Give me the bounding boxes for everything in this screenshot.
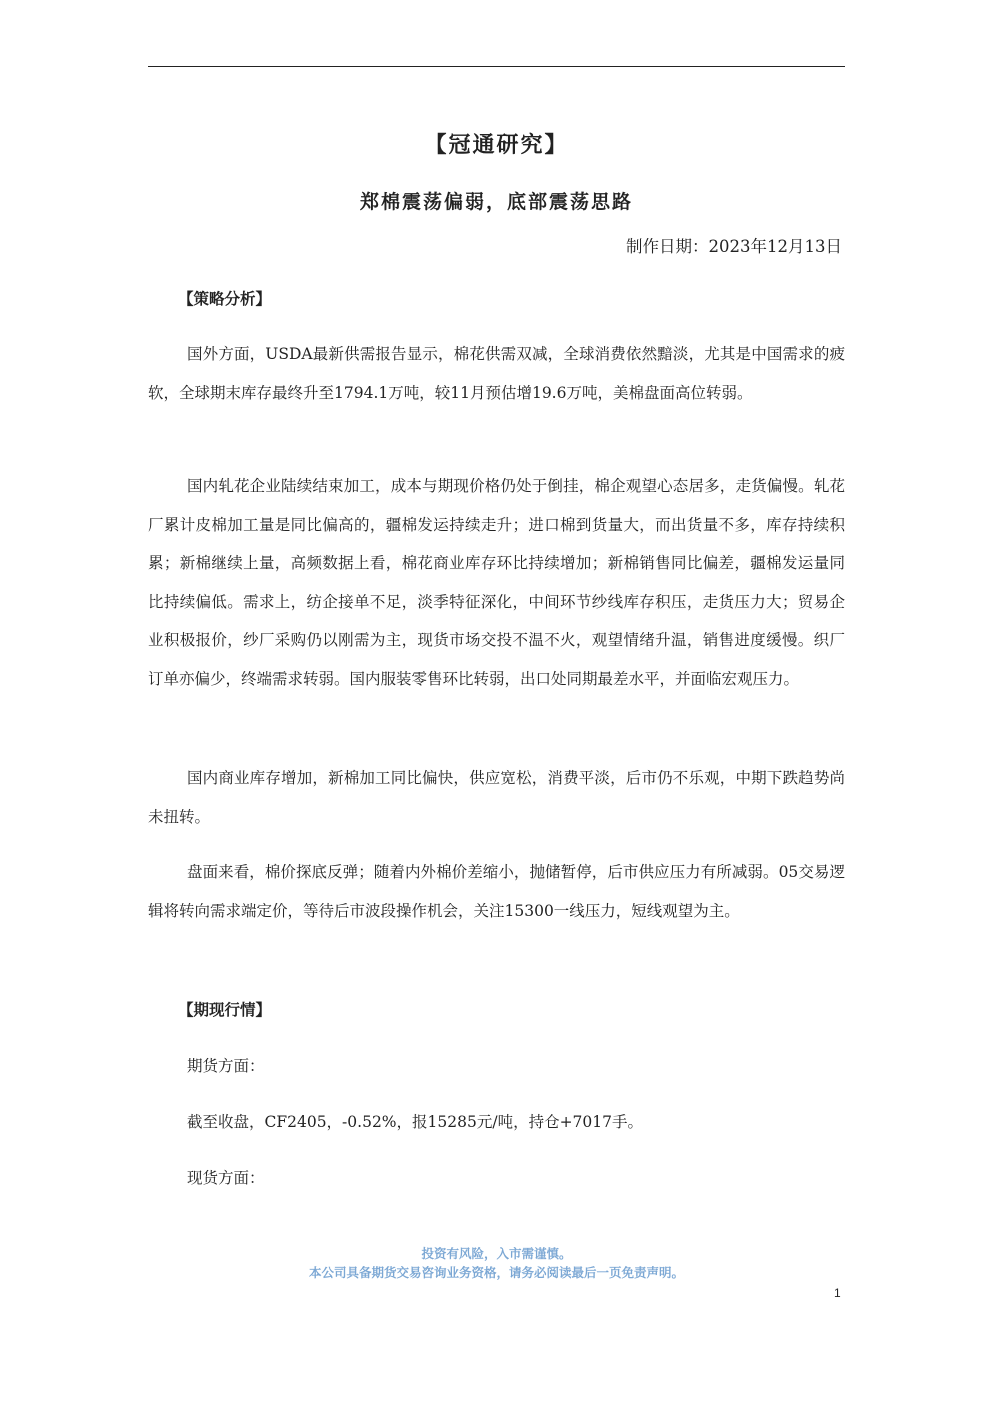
report-title: 【冠通研究】 (424, 132, 569, 158)
strategy-paragraph-1: 国外方面，USDA最新供需报告显示，棉花供需双减，全球消费依然黯淡，尤其是中国需求的疲软，全球期末库存最终升至1794.1万吨，较11月预估增19.6万吨，美棉盘面高位转弱。 (148, 345, 845, 402)
report-subtitle: 郑棉震荡偏弱，底部震荡思路 (359, 191, 633, 213)
strategy-paragraph-2: 国内轧花企业陆续结束加工，成本与期现价格仍处于倒挂，棉企观望心态居多，走货偏慢。轧花厂累计皮棉加工量是同比偏高的，疆棉发运持续走升；进口棉到货量大，而出货量不多，库存持续积累；新棉继续上量，高频数据上看，棉花商业库存环比持续增加；新棉销售同比偏差，疆棉发运量同比持续偏低。需求上，纺企接单不足，淡季特征深化，中间环节纱线库存积压，走货压力大；贸易企业积极报价，纱厂采购仍以刚需为主，现货市场交投不温不火，观望情绪升温，销售进度缓慢。织厂订单亦偏少，终端需求转弱。国内服装零售环比转弱，出口处同期最差水平，并面临宏观压力。 (148, 477, 845, 688)
page-number: 1 (834, 1286, 841, 1300)
futures-label: 期货方面： (187, 1057, 265, 1075)
strategy-paragraph-4: 盘面来看，棉价探底反弹；随着内外棉价差缩小，抛储暂停，后市供应压力有所减弱。05交易逻辑将转向需求端定价，等待后市波段操作机会，关注15300一线压力，短线观望为主。 (148, 863, 845, 920)
header-rule (148, 66, 845, 67)
qualification-notice: 本公司具备期货交易咨询业务资格，请务必阅读最后一页免责声明。 (308, 1265, 684, 1280)
strategy-paragraph-3: 国内商业库存增加，新棉加工同比偏快，供应宽松，消费平淡，后市仍不乐观，中期下跌趋势尚未扭转。 (148, 769, 845, 826)
risk-notice: 投资有风险，入市需谨慎。 (421, 1246, 572, 1261)
strategy-heading: 【策略分析】 (178, 289, 272, 308)
spot-label: 现货方面： (187, 1169, 265, 1187)
market-heading: 【期现行情】 (178, 1000, 272, 1019)
futures-text: 截至收盘，CF2405，-0.52%，报15285元/吨，持仓+7017手。 (187, 1113, 644, 1131)
report-date: 制作日期：2023年12月13日 (626, 237, 842, 256)
